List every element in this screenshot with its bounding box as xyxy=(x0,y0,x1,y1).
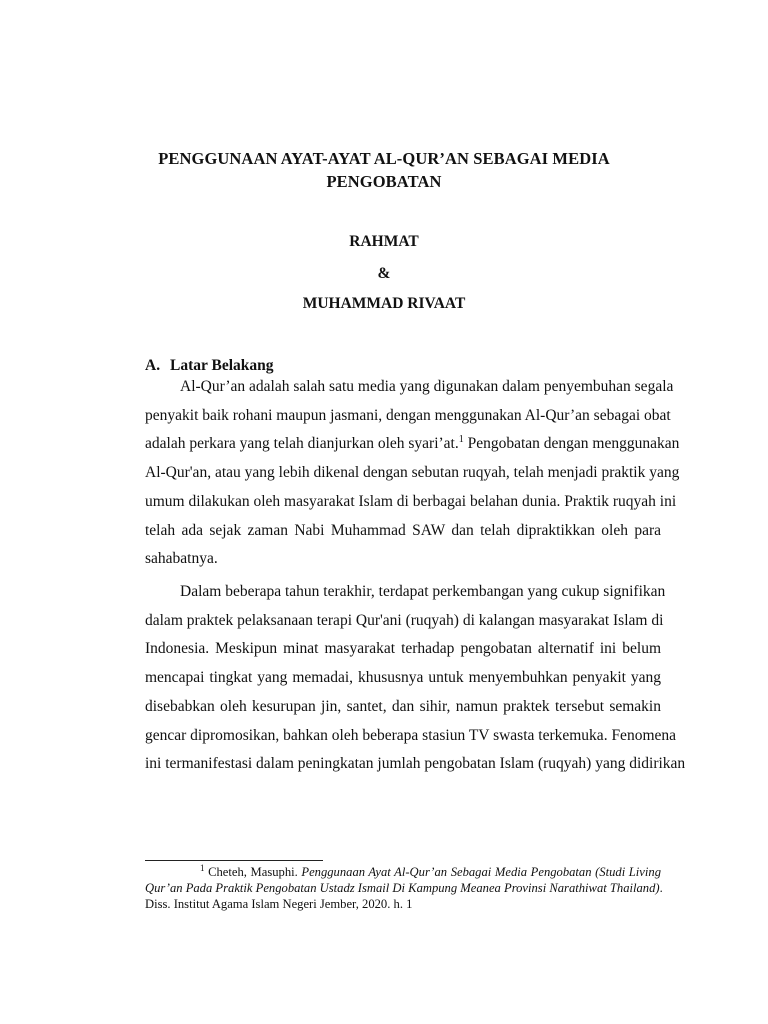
paragraph-line: gencar dipromosikan, bahkan oleh beberapa stasiun TV swasta terkemuka. Fenomena xyxy=(145,726,677,744)
section-title: Latar Belakang xyxy=(170,357,274,374)
paragraph-line: Indonesia. Meskipun minat masyarakat terhadap pengobatan alternatif ini belum xyxy=(145,640,661,658)
footnote-line xyxy=(145,880,661,896)
paragraph-line: Dalam beberapa tahun terakhir, terdapat perkembangan yang cukup signifikan xyxy=(180,583,666,600)
paragraph-line: sahabatnya. xyxy=(145,550,218,568)
paragraph-2 xyxy=(145,578,686,779)
footnote-source: Diss. Institut Agama Islam Negeri Jember, 2020. h. 1 xyxy=(145,897,413,911)
footnote xyxy=(145,864,661,912)
author-name: RAHMAT xyxy=(349,233,419,250)
line-text: adalah perkara yang telah dianjurkan oleh syari’at. xyxy=(145,435,459,453)
footnote-punct: . xyxy=(659,881,663,895)
co-author-name: MUHAMMAD RIVAAT xyxy=(302,295,466,312)
footnote-title: Penggunaan Ayat Al-Qur’an Sebagai Media Pengobatan (Studi Living xyxy=(301,865,661,879)
paragraph-line: dalam praktek pelaksanaan terapi Qur'ani (ruqyah) di kalangan masyarakat Islam di xyxy=(145,611,664,629)
paragraph-line xyxy=(145,430,680,459)
section-number: A. xyxy=(145,357,161,374)
title-line-1: PENGGUNAAN AYAT-AYAT AL-QUR’AN SEBAGAI MEDIA xyxy=(158,149,610,168)
paragraph-1 xyxy=(145,373,680,574)
paragraph-line: Al-Qur’an adalah salah satu media yang digunakan dalam penyembuhan segala xyxy=(180,378,674,395)
footnote-title-cont: Qur’an Pada Praktik Pengobatan Ustadz Ismail Di Kampung Meanea Provinsi Narathiwat Thailand) xyxy=(145,881,660,895)
paragraph-line: Al-Qur'an, atau yang lebih dikenal dengan sebutan ruqyah, telah menjadi praktik yang xyxy=(145,464,680,482)
line-text: Pengobatan dengan menggunakan xyxy=(463,435,680,453)
footnote-line xyxy=(145,864,661,880)
footnote-number: 1 xyxy=(200,862,205,873)
footnote-marker[interactable]: 1 xyxy=(458,434,464,446)
paragraph-line: telah ada sejak zaman Nabi Muhammad SAW dan telah dipraktikkan oleh para xyxy=(145,521,661,539)
document-title xyxy=(100,147,668,193)
paragraph-line: mencapai tingkat yang memadai, khususnya untuk menyembuhkan penyakit yang xyxy=(145,669,661,687)
footnote-divider xyxy=(145,860,323,861)
paragraph-line: disebabkan oleh kesurupan jin, santet, dan sihir, namun praktek tersebut semakin xyxy=(145,697,661,715)
author-separator: & xyxy=(377,265,391,282)
paragraph-line: umum dilakukan oleh masyarakat Islam di berbagai belahan dunia. Praktik ruqyah ini xyxy=(145,492,677,510)
title-line-2: PENGOBATAN xyxy=(326,172,442,191)
paragraph-line: ini termanifestasi dalam peningkatan jumlah pengobatan Islam (ruqyah) yang didirikan xyxy=(145,755,686,773)
footnote-author: Cheteh, Masuphi. xyxy=(208,865,298,879)
paragraph-line: penyakit baik rohani maupun jasmani, dengan menggunakan Al-Qur’an sebagai obat xyxy=(145,406,671,424)
